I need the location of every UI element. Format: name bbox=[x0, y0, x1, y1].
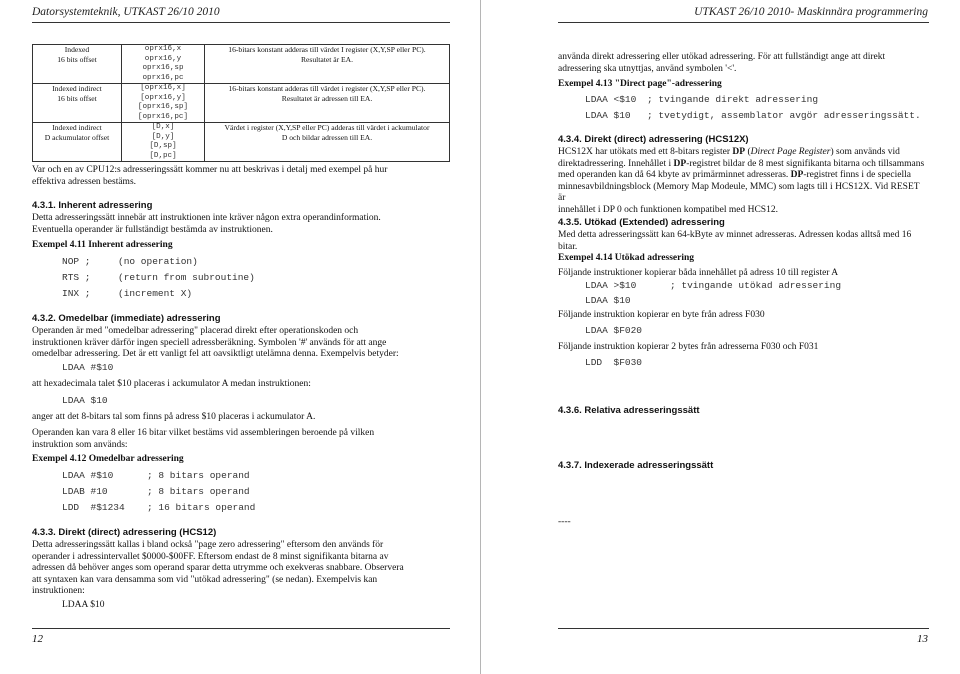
example-4-11-title: Exempel 4.11 Inherent adressering bbox=[32, 240, 173, 250]
page-number-left: 12 bbox=[32, 633, 43, 645]
code-line: LDAA $10 ; tvetydigt, assemblator avgör adresseringssätt. bbox=[585, 110, 921, 121]
example-4-14-text-3: Följande instruktion kopierar 2 bytes från adresserna F030 och F031 bbox=[558, 342, 819, 352]
header-rule bbox=[558, 22, 929, 23]
mode-description-cell: 16-bitars konstant adderas till värdet I register (X,Y,SP eller PC). Resultatet är EA. bbox=[205, 45, 450, 84]
section-text-4-3-2: Operanden är med "omedelbar adressering" placerad direkt efter operationskoden och instruktionen kräver därför ingen speciell adressberäkning. Symbolen '#' används för att ange omedelbar adressering. Det är ett vanligt fel att oavsiktligt utelämna denna. Exempelvis betyder: bbox=[32, 326, 399, 359]
header-rule bbox=[32, 22, 450, 23]
text-after-immediate: att hexadecimala talet $10 placeras i ackumulator A medan instruktionen: bbox=[32, 379, 311, 389]
section-text-4-3-4: HCS12X har utökats med ett 8-bitars register DP (Direct Page Register) som används vid direktadressering. Innehållet i DP-registret bildar de 8 mest signifikanta bitarna och tillsammans med operanden kan då 64 kbyte av primärminnet adresseras. DP-registret finns i de speciella minnesavbildningsblock (Memory Map Modeule, MMC) som lagts till i HCS12X. Vid RESET är innehållet i DP 0 och funktionen kompatibel med HCS12. bbox=[558, 147, 925, 215]
table-row bbox=[33, 84, 450, 123]
footer-rule bbox=[558, 628, 929, 629]
code-line: INX ; (increment X) bbox=[62, 288, 193, 299]
example-4-11-code bbox=[62, 256, 255, 304]
example-4-13-code bbox=[585, 94, 921, 126]
mode-name-cell: Indexed indirect 16 bits offset bbox=[33, 84, 122, 123]
example-4-14-text-2: Följande instruktion kopierar en byte från adress F030 bbox=[558, 310, 765, 320]
example-4-13-title: Exempel 4.13 "Direct page"-adressering bbox=[558, 79, 722, 89]
code-page-zero: LDAA $10 bbox=[62, 600, 105, 610]
code-line: NOP ; (no operation) bbox=[62, 256, 198, 267]
page-number-right: 13 bbox=[917, 633, 928, 645]
code-line: LDAA #$10 ; 8 bitars operand bbox=[62, 470, 250, 481]
example-4-14-code-1 bbox=[585, 280, 841, 310]
page-header-right: UTKAST 26/10 2010- Maskinnära programmering bbox=[694, 6, 928, 18]
code-immediate: LDAA #$10 bbox=[62, 362, 114, 373]
operand-size-paragraph: Operanden kan vara 8 eller 16 bitar vilket bestäms vid assembleringen beroende på vilken instruktion som används: bbox=[32, 428, 375, 450]
page-header-left: Datorsystemteknik, UTKAST 26/10 2010 bbox=[32, 6, 220, 18]
footer-rule bbox=[32, 628, 450, 629]
example-4-14-text-1: Följande instruktioner kopierar båda innehållet på adress 10 till register A bbox=[558, 268, 839, 278]
example-4-14-code-3: LDD $F030 bbox=[585, 357, 643, 368]
right-page bbox=[481, 0, 960, 674]
example-4-12-code bbox=[62, 470, 255, 518]
section-heading-4-3-3: 4.3.3. Direkt (direct) adressering (HCS12) bbox=[32, 527, 217, 538]
continued-paragraph: använda direkt adressering eller utökad adressering. För att fullständigt ange att direkt adressering ska utnyttjas, använd symbolen '<'. bbox=[558, 52, 886, 74]
example-4-12-title: Exempel 4.12 Omedelbar adressering bbox=[32, 454, 184, 464]
code-line: LDD #$1234 ; 16 bitars operand bbox=[62, 502, 256, 513]
table-row bbox=[33, 45, 450, 84]
code-line: LDAA <$10 ; tvingande direkt adressering bbox=[585, 94, 819, 105]
mode-syntax-cell: [D,x] [D,y] [D,sp] [D,pc] bbox=[122, 123, 205, 162]
example-4-14-code-2: LDAA $F020 bbox=[585, 325, 643, 336]
mode-name-cell: Indexed 16 bits offset bbox=[33, 45, 122, 84]
section-text-4-3-1: Detta adresseringssätt innebär att instruktionen inte kräver någon extra operandinformation. Eventuella operander är fullständigt bestämda av instruktionen. bbox=[32, 213, 381, 235]
code-direct: LDAA $10 bbox=[62, 395, 108, 406]
section-heading-4-3-2: 4.3.2. Omedelbar (immediate) adressering bbox=[32, 313, 221, 324]
table-row bbox=[33, 123, 450, 162]
mode-syntax-cell: [oprx16,x] [oprx16,y] [oprx16,sp] [oprx16,pc] bbox=[122, 84, 205, 123]
section-heading-4-3-4: 4.3.4. Direkt (direct) adressering (HCS12X) bbox=[558, 134, 749, 145]
text-after-direct: anger att det 8-bitars tal som finns på adress $10 placeras i ackumulator A. bbox=[32, 412, 316, 422]
section-text-4-3-3: Detta adresseringssätt kallas i bland också "page zero adressering" eftersom den används för operander i adressintervallet $0000-$00FF. Eftersom endast de 8 minst signifikanta bitarna av adressen då behöver anges som operand sparar detta utrymme och exekveras snabbare. Observera att syntaxen kan vara densamma som vid "utökad adressering" (se nedan). Exempelvis kan instruktionen: bbox=[32, 540, 404, 596]
placeholder-dashes: ---- bbox=[558, 517, 571, 527]
intro-paragraph: Var och en av CPU12:s adresseringssätt kommer nu att beskrivas i detalj med exempel på hur effektiva adressen bestäms. bbox=[32, 165, 388, 187]
code-line: LDAA $10 bbox=[585, 295, 631, 306]
mode-description-cell: 16-bitars konstant adderas till värdet i register (X,Y,SP eller PC). Resultatet är adressen till EA. bbox=[205, 84, 450, 123]
example-4-14-title: Exempel 4.14 Utökad adressering bbox=[558, 253, 694, 263]
section-heading-4-3-7: 4.3.7. Indexerade adresseringssätt bbox=[558, 460, 714, 471]
code-line: RTS ; (return from subroutine) bbox=[62, 272, 255, 283]
code-line: LDAB #10 ; 8 bitars operand bbox=[62, 486, 250, 497]
addressing-modes-table bbox=[32, 44, 450, 162]
section-text-4-3-5: Med detta adresseringssätt kan 64-kByte av minnet adresseras. Adressen kodas alltså med 16 bitar. bbox=[558, 230, 912, 252]
section-heading-4-3-1: 4.3.1. Inherent adressering bbox=[32, 200, 153, 211]
section-heading-4-3-5: 4.3.5. Utökad (Extended) adressering bbox=[558, 217, 725, 228]
code-line: LDAA >$10 ; tvingande utökad adressering bbox=[585, 280, 842, 291]
section-heading-4-3-6: 4.3.6. Relativa adresseringssätt bbox=[558, 405, 700, 416]
mode-syntax-cell: oprx16,x oprx16,y oprx16,sp oprx16,pc bbox=[122, 45, 205, 84]
mode-description-cell: Värdet i register (X,Y,SP eller PC) adderas till värdet i ackumulator D och bildar adressen till EA. bbox=[205, 123, 450, 162]
mode-name-cell: Indexed indirect D ackumulator offset bbox=[33, 123, 122, 162]
